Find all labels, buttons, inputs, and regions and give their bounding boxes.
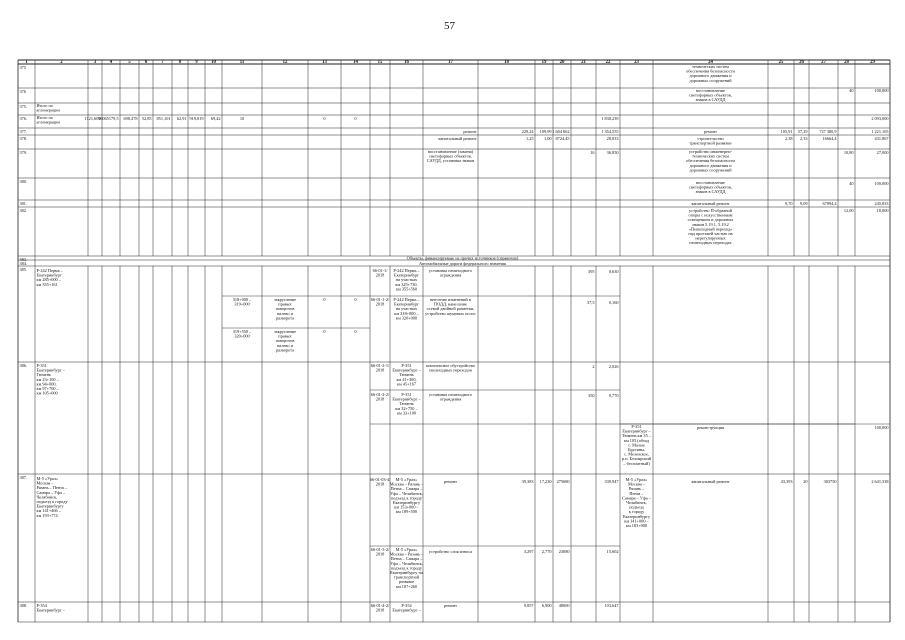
cell-text: 16 xyxy=(590,150,595,155)
column-header: 27 xyxy=(821,60,826,65)
column-header: 14 xyxy=(353,60,358,65)
cell-text: транспортной xyxy=(393,574,420,580)
cell-text: Екатеринбург xyxy=(36,272,62,278)
cell-text: Уфа – Челябинск, xyxy=(390,490,423,496)
cell-text: опоры с искусственным xyxy=(688,212,733,218)
cell-text: 57,29 xyxy=(797,129,808,134)
cell-text: 43,393 xyxy=(780,479,793,484)
cell-text: 2018 xyxy=(375,272,385,278)
cell-text: 1121,609 xyxy=(84,116,101,121)
cell-text: км 97+700 – xyxy=(36,386,59,391)
cell-text: км 189+500 xyxy=(395,509,418,515)
cell-text: 2018 xyxy=(375,551,385,557)
cell-text: 2,026 xyxy=(608,364,619,369)
cell-text: 2,770 xyxy=(541,549,552,554)
cell-text: Челябинск, xyxy=(36,494,58,500)
cell-text: внесение изменений в xyxy=(430,297,471,302)
cell-text: Челябинск, xyxy=(626,500,647,505)
cell-text: развязке xyxy=(398,579,415,585)
column-header: 20 xyxy=(559,60,565,65)
column-header: 12 xyxy=(282,60,288,65)
cell-text: 0,630 xyxy=(608,269,619,274)
cell-text: Екатеринбург – xyxy=(392,367,421,373)
cell-text: 0,160 xyxy=(608,300,619,305)
column-header: 19 xyxy=(541,60,547,65)
cell-text: 3,297 xyxy=(523,549,534,554)
cell-text: 18,000 xyxy=(876,208,889,213)
cell-text: Тюмень xyxy=(36,372,51,378)
cell-text: Уфа – Челябинск, xyxy=(390,560,423,566)
cell-text: 318+000 – xyxy=(232,297,252,302)
cell-text: км 355+161 xyxy=(36,281,58,287)
cell-text: устройство инженерно- xyxy=(688,149,733,154)
cell-text: Москва – xyxy=(36,480,54,486)
row-number: 387. xyxy=(19,475,28,480)
cell-text: Брусяны, xyxy=(628,447,645,452)
cell-text: 39,383 xyxy=(521,479,534,484)
cell-text: 100,000 xyxy=(874,88,889,93)
cell-text: подъезд к городу xyxy=(36,499,68,504)
cell-text: Екатеринбургу xyxy=(392,500,421,505)
cell-text: 48000 xyxy=(558,603,570,608)
cell-text: реконструкция xyxy=(696,425,725,430)
cell-text: 0 xyxy=(354,329,357,334)
cell-text: км 193+774 xyxy=(36,512,58,518)
cell-text: 28,833 xyxy=(606,136,619,141)
cell-text: 36,850 xyxy=(606,150,619,155)
cell-text: 0 xyxy=(354,297,357,302)
cell-text: км 23+100 – xyxy=(36,376,59,382)
cell-text: 431,867 xyxy=(874,136,889,141)
cell-text: 350 xyxy=(588,393,595,398)
cell-text: М-5 «Урал» xyxy=(395,547,418,552)
cell-text: Тюмень xyxy=(399,401,414,407)
column-header: 17 xyxy=(448,60,453,65)
cell-text: знаков в САУДД xyxy=(695,189,726,195)
column-header: 24 xyxy=(708,60,713,65)
cell-text: 66-01-2-2/ xyxy=(370,392,390,397)
cell-text: 303750 xyxy=(823,479,837,484)
cell-text: Самара – Уфа – xyxy=(36,489,66,495)
cell-text: 1 830,239 xyxy=(601,116,619,121)
cell-text: строительство xyxy=(697,136,724,141)
cell-text: Р-242 Пермь – xyxy=(36,268,63,273)
cell-text: 40 xyxy=(849,181,854,186)
cell-text: 12,00 xyxy=(843,208,854,213)
cell-text: 66-01-2-1/ xyxy=(370,363,390,368)
row-number: 380. xyxy=(19,179,28,184)
column-header: 6 xyxy=(144,60,148,65)
column-header: 5 xyxy=(128,60,131,65)
cell-text: устройство слоя износа xyxy=(428,549,473,554)
cell-text: 16065179,5 xyxy=(98,116,119,121)
row-number: 377. xyxy=(19,129,28,134)
cell-text: Р-354 xyxy=(36,603,47,608)
cell-text: 395 xyxy=(588,269,595,274)
cell-text: восстановление xyxy=(696,88,725,93)
cell-text: осевой двойной разметки, xyxy=(426,306,475,312)
cell-text: светофорных объектов, xyxy=(689,184,732,190)
column-header: 4 xyxy=(109,60,113,65)
cell-text: 9,857 xyxy=(523,603,534,608)
cell-text: 40 xyxy=(849,88,854,93)
column-header: 21 xyxy=(581,60,586,65)
cell-text: освещением и дорожных xyxy=(687,217,734,223)
cell-text: закругление xyxy=(273,329,297,334)
cell-text: 66-01-3-2/ xyxy=(370,547,390,552)
cell-text: 319+000 xyxy=(234,301,250,307)
cell-text: 6,900 xyxy=(541,603,552,608)
cell-text: правых xyxy=(278,333,292,339)
cell-text: – бесплатный) xyxy=(623,460,650,466)
cell-text: Москва – Рязань – xyxy=(389,551,424,557)
cell-text: 67894,4 xyxy=(822,201,837,206)
cell-text: устройство П-образной xyxy=(689,208,732,213)
cell-text: Екатеринбургу xyxy=(36,503,64,509)
cell-text: ограждения xyxy=(439,272,462,278)
cell-text: ограждения xyxy=(439,396,462,402)
cell-text: км 33+100 xyxy=(396,410,417,416)
cell-text: 320+000 xyxy=(234,333,250,339)
cell-text: агломерации xyxy=(36,119,60,125)
column-header: 16 xyxy=(404,60,409,65)
cell-text: 100,000 xyxy=(874,181,889,186)
cell-text: км 325+730, xyxy=(395,281,418,287)
column-header: 1 xyxy=(25,60,28,65)
cell-text: транспортной развязки xyxy=(689,140,732,146)
cell-text: 2 xyxy=(592,364,595,369)
cell-text: М-5 «Урал» xyxy=(625,477,648,482)
cell-text: М-5 «Урал» xyxy=(395,477,418,482)
cell-text: км 318+000 – xyxy=(394,310,419,316)
cell-text: 17,230 xyxy=(539,479,552,484)
cell-text: км 183+000 xyxy=(625,523,648,528)
column-header: 9 xyxy=(195,60,198,65)
cell-text: М-5 «Урал» xyxy=(36,476,59,481)
cell-text: 103,647 xyxy=(604,603,619,608)
column-header: 13 xyxy=(322,60,327,65)
cell-text: Екатеринбург – xyxy=(392,607,421,613)
cell-text: Екатеринбург – xyxy=(36,367,65,373)
column-header: 25 xyxy=(778,60,784,65)
cell-text: 105,91 xyxy=(780,129,793,134)
cell-text: Итого по xyxy=(36,115,53,120)
cell-text: устройство шумовых полос xyxy=(425,310,476,316)
cell-text: Пенза – Самара – xyxy=(390,486,423,492)
cell-text: налево и xyxy=(277,342,293,348)
column-header: 22 xyxy=(605,60,611,65)
cell-text: правых xyxy=(278,301,292,307)
row-number: 379. xyxy=(19,150,28,155)
cell-text: 23080 xyxy=(558,549,570,554)
cell-text: поворотов xyxy=(275,306,295,312)
cell-text: км 187+260 xyxy=(395,583,418,589)
cell-text: Рязань – Пенза – xyxy=(36,485,67,491)
column-header: 28 xyxy=(844,60,849,65)
cell-text: технических систем xyxy=(692,64,729,69)
cell-text: Екатеринбург xyxy=(393,301,420,307)
cell-text: Итого по xyxy=(36,103,53,108)
cell-text: Р-242 Пермь – xyxy=(393,297,420,302)
row-number: 375 xyxy=(19,65,26,70)
section-title: Объекты, финансируемые из прочих источников (справочно) xyxy=(406,255,519,261)
cell-text: знаков в САУДД xyxy=(695,97,726,103)
cell-text: технических систем xyxy=(692,153,729,159)
cell-text: налево и xyxy=(277,310,293,316)
cell-text: обеспечения безопасности xyxy=(686,158,735,164)
cell-text: км 105 (обход xyxy=(623,437,650,443)
cell-text: 27,000 xyxy=(876,150,889,155)
cell-text: ремонт xyxy=(443,479,458,484)
cell-text: 15,602 xyxy=(606,549,619,554)
row-number: 388. xyxy=(19,603,28,608)
cell-text: Тюмень xyxy=(399,372,414,378)
cell-text: км 153+000 – xyxy=(394,504,419,510)
cell-text: 229,24 xyxy=(521,129,534,134)
cell-text: км 45+167 xyxy=(396,381,417,387)
row-number: 383. xyxy=(19,257,28,262)
cell-text: 100,000 xyxy=(874,425,889,430)
cell-text: 1 354,555 xyxy=(601,129,619,134)
cell-text: Р-242 Пермь – xyxy=(393,268,420,273)
column-header: 15 xyxy=(377,60,383,65)
cell-text: Р-351 xyxy=(36,363,47,368)
cell-text: 727 380,9 xyxy=(819,129,837,134)
cell-text: 16664,4 xyxy=(822,136,837,141)
cell-text: 245,833 xyxy=(874,201,889,206)
cell-text: Р-351 xyxy=(401,392,412,397)
cell-text: Екатеринбург xyxy=(393,272,420,278)
column-header: 18 xyxy=(504,60,509,65)
cell-text: восстановление (замена) xyxy=(427,149,474,154)
cell-text: 2018 xyxy=(375,367,385,373)
cell-text: 52,85 xyxy=(141,116,152,121)
cell-text: км 94+000, xyxy=(36,381,57,387)
cell-text: 1,00 xyxy=(543,136,552,141)
cell-text: подъезд xyxy=(629,504,644,510)
column-header: 23 xyxy=(634,60,639,65)
cell-text: 0 xyxy=(323,329,326,334)
cell-text: светофорных объектов, xyxy=(689,92,732,98)
cell-text: 919,819 xyxy=(189,116,204,121)
cell-text: 1,25 xyxy=(525,136,534,141)
cell-text: пешеходных переходов xyxy=(429,367,472,373)
cell-text: 62,91 xyxy=(176,116,187,121)
column-header: 10 xyxy=(211,60,216,65)
cell-text: к городу xyxy=(628,509,645,515)
cell-text: подъезд к городу xyxy=(390,565,423,571)
cell-text: 2,33 xyxy=(799,136,808,141)
cell-text: 0,770 xyxy=(608,393,619,398)
row-number: 375. xyxy=(19,104,28,109)
cell-text: Екатеринбургу xyxy=(622,513,651,519)
cell-text: Пенза – Самара – xyxy=(390,556,423,562)
cell-text: с. Мезенское, xyxy=(624,451,649,457)
cell-text: ремонт xyxy=(463,129,477,134)
cell-text: комплексное обустройство xyxy=(425,363,476,368)
cell-text: дорожного движения и xyxy=(689,162,732,168)
cell-text: км 32+750 – xyxy=(395,405,418,411)
cell-text: 0 xyxy=(323,116,326,121)
cell-text: разворота xyxy=(276,347,294,353)
cell-text: подъезд к городу xyxy=(390,495,423,501)
cell-text: на участках xyxy=(395,277,418,283)
column-header: 7 xyxy=(161,60,164,65)
cell-text: разворота xyxy=(276,315,294,321)
cell-text: агломерации xyxy=(36,107,60,113)
cell-text: 66-01-03-4/ xyxy=(369,477,391,482)
cell-text: капитальный ремонт xyxy=(691,479,730,484)
cell-text: 9,70 xyxy=(784,201,793,206)
row-number: 382. xyxy=(19,208,28,213)
row-number: 378. xyxy=(19,136,28,141)
cell-text: «Пешеходный переход» xyxy=(688,226,733,232)
column-header: 3 xyxy=(93,60,97,65)
cell-text: ремонт xyxy=(703,129,718,134)
row-number: 376 xyxy=(19,89,26,94)
cell-text: 9,09 xyxy=(799,201,808,206)
cell-text: Пенза – xyxy=(629,490,644,496)
cell-text: обеспечения безопасности xyxy=(686,68,735,74)
row-number: 376. xyxy=(19,116,28,121)
cell-text: капитальный ремонт xyxy=(691,201,730,206)
cell-text: км 355+560 xyxy=(395,286,418,292)
row-number: 385. xyxy=(19,267,28,272)
cell-text: установка пешеходного xyxy=(428,268,473,273)
cell-text: Екатеринбург – xyxy=(622,428,651,434)
cell-text: 1 604 662 xyxy=(552,129,570,134)
cell-text: км 285+000 – xyxy=(36,277,61,283)
column-header: 2 xyxy=(60,60,63,65)
cell-text: знаков 5.19.1, 5.19.2 xyxy=(692,221,729,227)
cell-text: 851,101 xyxy=(156,116,171,121)
cell-text: дорожных сооружений xyxy=(689,167,732,173)
cell-text: 0 xyxy=(323,297,326,302)
cell-text: 2 093,000 xyxy=(871,116,889,121)
cell-text: Тюмень км 35 – xyxy=(622,433,651,439)
cell-text: 66-01-1/ xyxy=(372,268,388,273)
cell-text: Рязань – xyxy=(628,486,645,492)
cell-text: нерегулируемых xyxy=(695,235,726,241)
section-title: Автомобильные дороги федерального значения xyxy=(419,261,506,266)
cell-text: 20 xyxy=(803,479,808,484)
column-header: 26 xyxy=(799,60,804,65)
cell-text: 109,99 xyxy=(539,129,552,134)
cell-text: Самара – Уфа – xyxy=(622,495,651,501)
cell-text: 10 xyxy=(239,116,245,121)
cell-text: 66-01-1-2/ xyxy=(370,297,390,302)
cell-text: пешеходных переходах xyxy=(689,240,732,246)
cell-text: на участках xyxy=(395,306,418,312)
cell-text: установка пешеходного xyxy=(428,392,473,397)
cell-text: 319+550 – xyxy=(232,329,252,334)
cell-text: 698,478 xyxy=(123,116,138,121)
cell-text: ремонт xyxy=(443,603,458,608)
cell-text: закругление xyxy=(273,297,297,302)
column-header: 29 xyxy=(870,60,875,65)
cell-text: 2018 xyxy=(375,301,385,307)
cell-text: км 41+300, xyxy=(396,376,417,382)
row-number: 384. xyxy=(19,261,28,266)
cell-text: Москва – Рязань – xyxy=(389,481,424,487)
column-header: 8 xyxy=(178,60,182,65)
cell-text: с. Малые xyxy=(628,442,645,448)
cell-text: 2018 xyxy=(375,396,385,402)
cell-text: 10,80 xyxy=(843,150,854,155)
row-number: 386. xyxy=(19,363,28,368)
cell-text: Р-351 xyxy=(401,363,412,368)
cell-text: Москва – xyxy=(627,481,646,487)
cell-text: км 141+466 – xyxy=(36,508,61,514)
cell-text: 69,42 xyxy=(210,116,221,121)
cell-text: 8724,45 xyxy=(555,136,570,141)
cell-text: дорожного движения и xyxy=(689,73,732,79)
cell-text: светофорных объектов, xyxy=(429,153,472,159)
cell-text: восстановление xyxy=(696,180,725,185)
cell-text: капитальный ремонт xyxy=(438,136,477,141)
cell-text: 0 xyxy=(354,116,357,121)
cell-text: Р-351 xyxy=(631,424,642,429)
column-header: 11 xyxy=(239,60,245,65)
page-number: 57 xyxy=(444,20,455,32)
cell-text: над проезжей частью на xyxy=(688,231,733,236)
cell-text: ПОДД, нанесение xyxy=(434,301,467,307)
cell-text: 2,38 xyxy=(784,136,793,141)
cell-text: дорожных сооружений xyxy=(689,77,732,83)
row-number: 381. xyxy=(19,201,28,206)
cell-text: 2018 xyxy=(375,607,385,613)
cell-text: км 320+000 xyxy=(395,315,418,321)
cell-text: р.п. Белоярский xyxy=(622,456,651,462)
cell-text: км 141+000 – xyxy=(624,518,649,524)
cell-text: 66-01-4-2/ xyxy=(370,603,390,608)
cell-text: Екатеринбург – xyxy=(36,607,65,613)
cell-text: поворотов xyxy=(275,338,295,344)
cell-text: Екатеринбургу на xyxy=(390,570,423,575)
cell-text: 37,5 xyxy=(586,300,595,305)
cell-text: 2 641,338 xyxy=(871,479,889,484)
cell-text: 339,947 xyxy=(604,479,619,484)
cell-text: САУДД, установка знаков xyxy=(426,158,475,164)
cell-text: 2018 xyxy=(375,481,385,487)
cell-text: Екатеринбург – xyxy=(392,396,421,402)
cell-text: км 105+000 xyxy=(36,390,58,396)
cell-text: 275680 xyxy=(556,479,570,484)
cell-text: Р-354 xyxy=(401,603,412,608)
cell-text: 1 221,105 xyxy=(871,129,889,134)
